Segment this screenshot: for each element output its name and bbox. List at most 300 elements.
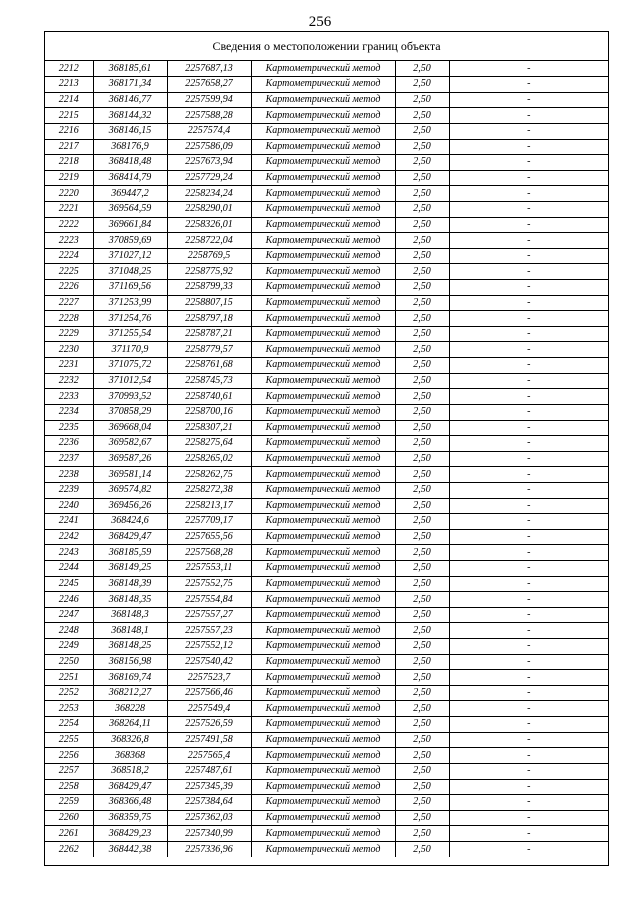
cell-y-coordinate: 2258307,21 bbox=[167, 420, 251, 436]
cell-method: Картометрический метод bbox=[251, 701, 395, 717]
table-row bbox=[45, 545, 608, 561]
table-row bbox=[45, 748, 608, 764]
cell-accuracy: 2,50 bbox=[395, 280, 449, 296]
cell-point-number: 2229 bbox=[45, 326, 93, 342]
cell-description: - bbox=[449, 748, 608, 764]
cell-y-coordinate: 2257336,96 bbox=[167, 841, 251, 857]
cell-point-number: 2243 bbox=[45, 545, 93, 561]
cell-y-coordinate: 2257553,11 bbox=[167, 561, 251, 577]
cell-description: - bbox=[449, 326, 608, 342]
cell-method: Картометрический метод bbox=[251, 217, 395, 233]
cell-method: Картометрический метод bbox=[251, 639, 395, 655]
table-row bbox=[45, 77, 608, 93]
cell-x-coordinate: 371048,25 bbox=[93, 264, 167, 280]
cell-point-number: 2260 bbox=[45, 810, 93, 826]
cell-accuracy: 2,50 bbox=[395, 389, 449, 405]
cell-accuracy: 2,50 bbox=[395, 514, 449, 530]
cell-accuracy: 2,50 bbox=[395, 654, 449, 670]
cell-point-number: 2247 bbox=[45, 607, 93, 623]
cell-y-coordinate: 2258797,18 bbox=[167, 311, 251, 327]
cell-y-coordinate: 2258761,68 bbox=[167, 358, 251, 374]
cell-description: - bbox=[449, 639, 608, 655]
cell-description: - bbox=[449, 779, 608, 795]
cell-x-coordinate: 368176,9 bbox=[93, 139, 167, 155]
cell-method: Картометрический метод bbox=[251, 123, 395, 139]
cell-description: - bbox=[449, 139, 608, 155]
cell-x-coordinate: 368359,75 bbox=[93, 810, 167, 826]
cell-y-coordinate: 2258769,5 bbox=[167, 248, 251, 264]
cell-method: Картометрический метод bbox=[251, 358, 395, 374]
cell-description: - bbox=[449, 123, 608, 139]
cell-method: Картометрический метод bbox=[251, 389, 395, 405]
cell-accuracy: 2,50 bbox=[395, 498, 449, 514]
section-title: Сведения о местоположении границ объекта bbox=[45, 32, 608, 61]
table-row bbox=[45, 701, 608, 717]
cell-x-coordinate: 368326,8 bbox=[93, 732, 167, 748]
cell-description: - bbox=[449, 623, 608, 639]
table-row bbox=[45, 607, 608, 623]
cell-description: - bbox=[449, 170, 608, 186]
cell-description: - bbox=[449, 311, 608, 327]
cell-y-coordinate: 2257526,59 bbox=[167, 717, 251, 733]
cell-x-coordinate: 368156,98 bbox=[93, 654, 167, 670]
cell-y-coordinate: 2258700,16 bbox=[167, 404, 251, 420]
cell-point-number: 2238 bbox=[45, 467, 93, 483]
boundary-table-frame bbox=[44, 31, 609, 866]
table-row bbox=[45, 404, 608, 420]
cell-description: - bbox=[449, 763, 608, 779]
cell-accuracy: 2,50 bbox=[395, 748, 449, 764]
cell-description: - bbox=[449, 498, 608, 514]
table-row bbox=[45, 576, 608, 592]
table-row bbox=[45, 342, 608, 358]
table-row bbox=[45, 358, 608, 374]
cell-description: - bbox=[449, 389, 608, 405]
table-row bbox=[45, 186, 608, 202]
cell-method: Картометрический метод bbox=[251, 264, 395, 280]
cell-x-coordinate: 369574,82 bbox=[93, 482, 167, 498]
cell-method: Картометрический метод bbox=[251, 826, 395, 842]
cell-x-coordinate: 369587,26 bbox=[93, 451, 167, 467]
table-row bbox=[45, 685, 608, 701]
cell-description: - bbox=[449, 732, 608, 748]
cell-method: Картометрический метод bbox=[251, 841, 395, 857]
cell-y-coordinate: 2258779,57 bbox=[167, 342, 251, 358]
cell-point-number: 2242 bbox=[45, 529, 93, 545]
cell-accuracy: 2,50 bbox=[395, 623, 449, 639]
cell-x-coordinate: 368366,48 bbox=[93, 795, 167, 811]
cell-method: Картометрический метод bbox=[251, 685, 395, 701]
cell-point-number: 2232 bbox=[45, 373, 93, 389]
cell-x-coordinate: 368429,23 bbox=[93, 826, 167, 842]
cell-method: Картометрический метод bbox=[251, 623, 395, 639]
cell-method: Картометрический метод bbox=[251, 561, 395, 577]
cell-description: - bbox=[449, 482, 608, 498]
cell-point-number: 2244 bbox=[45, 561, 93, 577]
cell-point-number: 2225 bbox=[45, 264, 93, 280]
table-row bbox=[45, 810, 608, 826]
cell-y-coordinate: 2258290,01 bbox=[167, 201, 251, 217]
cell-x-coordinate: 368518,2 bbox=[93, 763, 167, 779]
cell-method: Картометрический метод bbox=[251, 498, 395, 514]
cell-description: - bbox=[449, 467, 608, 483]
cell-accuracy: 2,50 bbox=[395, 670, 449, 686]
cell-method: Картометрический метод bbox=[251, 77, 395, 93]
cell-y-coordinate: 2257523,7 bbox=[167, 670, 251, 686]
cell-x-coordinate: 371075,72 bbox=[93, 358, 167, 374]
cell-accuracy: 2,50 bbox=[395, 326, 449, 342]
cell-accuracy: 2,50 bbox=[395, 529, 449, 545]
cell-accuracy: 2,50 bbox=[395, 701, 449, 717]
cell-y-coordinate: 2257491,58 bbox=[167, 732, 251, 748]
cell-x-coordinate: 370858,29 bbox=[93, 404, 167, 420]
cell-point-number: 2216 bbox=[45, 123, 93, 139]
cell-method: Картометрический метод bbox=[251, 326, 395, 342]
table-row bbox=[45, 717, 608, 733]
table-row bbox=[45, 248, 608, 264]
cell-method: Картометрический метод bbox=[251, 186, 395, 202]
cell-y-coordinate: 2257729,24 bbox=[167, 170, 251, 186]
cell-accuracy: 2,50 bbox=[395, 61, 449, 77]
cell-accuracy: 2,50 bbox=[395, 233, 449, 249]
cell-accuracy: 2,50 bbox=[395, 685, 449, 701]
table-row bbox=[45, 201, 608, 217]
cell-accuracy: 2,50 bbox=[395, 92, 449, 108]
cell-x-coordinate: 368169,74 bbox=[93, 670, 167, 686]
cell-description: - bbox=[449, 358, 608, 374]
cell-description: - bbox=[449, 826, 608, 842]
cell-point-number: 2249 bbox=[45, 639, 93, 655]
cell-description: - bbox=[527, 843, 531, 855]
cell-point-number: 2255 bbox=[45, 732, 93, 748]
cell-accuracy: 2,50 bbox=[395, 311, 449, 327]
cell-method: Картометрический метод bbox=[251, 155, 395, 171]
cell-method: Картометрический метод bbox=[251, 529, 395, 545]
cell-x-coordinate: 368148,39 bbox=[93, 576, 167, 592]
table-row bbox=[45, 639, 608, 655]
table-row bbox=[45, 482, 608, 498]
cell-accuracy: 2,50 bbox=[395, 248, 449, 264]
cell-accuracy: 2,50 bbox=[395, 717, 449, 733]
cell-description: - bbox=[449, 233, 608, 249]
cell-y-coordinate: 2257568,28 bbox=[167, 545, 251, 561]
cell-y-coordinate: 2257384,64 bbox=[167, 795, 251, 811]
cell-accuracy: 2,50 bbox=[395, 826, 449, 842]
cell-y-coordinate: 2258326,01 bbox=[167, 217, 251, 233]
cell-point-number: 2217 bbox=[45, 139, 93, 155]
cell-method: Картометрический метод bbox=[251, 607, 395, 623]
cell-description: - bbox=[449, 420, 608, 436]
cell-description: - bbox=[449, 436, 608, 452]
cell-method: Картометрический метод bbox=[251, 248, 395, 264]
cell-point-number: 2236 bbox=[45, 436, 93, 452]
table-row bbox=[45, 123, 608, 139]
cell-x-coordinate: 368144,32 bbox=[93, 108, 167, 124]
cell-x-coordinate: 368442,38 bbox=[93, 841, 167, 857]
cell-x-coordinate: 369447,2 bbox=[93, 186, 167, 202]
cell-y-coordinate: 2258265,02 bbox=[167, 451, 251, 467]
cell-description: - bbox=[449, 607, 608, 623]
cell-method: Картометрический метод bbox=[251, 170, 395, 186]
cell-description: - bbox=[449, 670, 608, 686]
cell-accuracy: 2,50 bbox=[395, 763, 449, 779]
cell-y-coordinate: 2257709,17 bbox=[167, 514, 251, 530]
table-row bbox=[45, 311, 608, 327]
cell-method: Картометрический метод bbox=[251, 139, 395, 155]
cell-y-coordinate: 2258722,04 bbox=[167, 233, 251, 249]
cell-x-coordinate: 368148,1 bbox=[93, 623, 167, 639]
boundary-points-table bbox=[45, 61, 608, 857]
cell-point-number: 2258 bbox=[45, 779, 93, 795]
cell-x-coordinate: 369564,59 bbox=[93, 201, 167, 217]
cell-description: - bbox=[449, 92, 608, 108]
cell-point-number: 2220 bbox=[45, 186, 93, 202]
table-row bbox=[45, 467, 608, 483]
cell-method: Картометрический метод bbox=[251, 295, 395, 311]
cell-x-coordinate: 370993,52 bbox=[93, 389, 167, 405]
cell-method: Картометрический метод bbox=[251, 280, 395, 296]
cell-point-number: 2221 bbox=[45, 201, 93, 217]
cell-description: - bbox=[449, 451, 608, 467]
cell-point-number: 2245 bbox=[45, 576, 93, 592]
cell-y-coordinate: 2257588,28 bbox=[167, 108, 251, 124]
cell-point-number: 2246 bbox=[45, 592, 93, 608]
cell-method: Картометрический метод bbox=[251, 795, 395, 811]
cell-point-number: 2256 bbox=[45, 748, 93, 764]
cell-x-coordinate: 368429,47 bbox=[93, 529, 167, 545]
cell-accuracy: 2,50 bbox=[395, 561, 449, 577]
cell-description: - bbox=[449, 654, 608, 670]
cell-x-coordinate: 371255,54 bbox=[93, 326, 167, 342]
cell-method: Картометрический метод bbox=[251, 451, 395, 467]
table-row bbox=[45, 389, 608, 405]
cell-point-number: 2261 bbox=[45, 826, 93, 842]
table-row bbox=[45, 779, 608, 795]
cell-description: - bbox=[449, 576, 608, 592]
cell-description: - bbox=[449, 592, 608, 608]
cell-accuracy: 2,50 bbox=[395, 77, 449, 93]
cell-description: - bbox=[449, 295, 608, 311]
cell-description: - bbox=[449, 404, 608, 420]
cell-x-coordinate: 368148,25 bbox=[93, 639, 167, 655]
cell-x-coordinate: 370859,69 bbox=[93, 233, 167, 249]
cell-y-coordinate: 2257599,94 bbox=[167, 92, 251, 108]
table-row bbox=[45, 451, 608, 467]
cell-y-coordinate: 2257340,99 bbox=[167, 826, 251, 842]
cell-description: - bbox=[449, 61, 608, 77]
cell-accuracy: 2,50 bbox=[395, 217, 449, 233]
cell-y-coordinate: 2258262,75 bbox=[167, 467, 251, 483]
cell-y-coordinate: 2257552,75 bbox=[167, 576, 251, 592]
cell-accuracy: 2,50 bbox=[395, 810, 449, 826]
cell-method: Картометрический метод bbox=[251, 654, 395, 670]
cell-x-coordinate: 369668,04 bbox=[93, 420, 167, 436]
cell-accuracy: 2,50 bbox=[395, 123, 449, 139]
cell-y-coordinate: 2258213,17 bbox=[167, 498, 251, 514]
cell-x-coordinate: 368146,77 bbox=[93, 92, 167, 108]
cell-accuracy: 2,50 bbox=[395, 139, 449, 155]
cell-method: Картометрический метод bbox=[251, 576, 395, 592]
cell-accuracy: 2,50 bbox=[395, 358, 449, 374]
table-row bbox=[45, 280, 608, 296]
cell-accuracy: 2,50 bbox=[395, 545, 449, 561]
cell-method: Картометрический метод bbox=[251, 436, 395, 452]
cell-y-coordinate: 2258745,73 bbox=[167, 373, 251, 389]
cell-accuracy: 2,50 bbox=[395, 732, 449, 748]
cell-method: Картометрический метод bbox=[251, 311, 395, 327]
cell-accuracy: 2,50 bbox=[395, 451, 449, 467]
cell-y-coordinate: 2257345,39 bbox=[167, 779, 251, 795]
cell-method: Картометрический метод bbox=[251, 670, 395, 686]
cell-method: Картометрический метод bbox=[251, 233, 395, 249]
cell-y-coordinate: 2257557,23 bbox=[167, 623, 251, 639]
table-row bbox=[45, 295, 608, 311]
cell-x-coordinate: 368429,47 bbox=[93, 779, 167, 795]
cell-x-coordinate: 371170,9 bbox=[93, 342, 167, 358]
cell-point-number: 2219 bbox=[45, 170, 93, 186]
cell-method: Картометрический метод bbox=[251, 92, 395, 108]
cell-accuracy: 2,50 bbox=[395, 170, 449, 186]
cell-x-coordinate: 371169,56 bbox=[93, 280, 167, 296]
cell-accuracy: 2,50 bbox=[395, 342, 449, 358]
cell-description: - bbox=[449, 685, 608, 701]
cell-y-coordinate: 2257554,84 bbox=[167, 592, 251, 608]
cell-method: Картометрический метод bbox=[251, 810, 395, 826]
cell-y-coordinate: 2258272,38 bbox=[167, 482, 251, 498]
table-row bbox=[45, 373, 608, 389]
cell-x-coordinate: 371254,76 bbox=[93, 311, 167, 327]
cell-point-number: 2226 bbox=[45, 280, 93, 296]
cell-method: Картометрический метод bbox=[251, 108, 395, 124]
cell-y-coordinate: 2257687,13 bbox=[167, 61, 251, 77]
cell-x-coordinate: 371253,99 bbox=[93, 295, 167, 311]
cell-method: Картометрический метод bbox=[251, 342, 395, 358]
table-row bbox=[45, 514, 608, 530]
cell-y-coordinate: 2257566,46 bbox=[167, 685, 251, 701]
cell-description: - bbox=[449, 217, 608, 233]
table-row bbox=[45, 841, 608, 857]
cell-description: - bbox=[449, 810, 608, 826]
cell-accuracy: 2,50 bbox=[395, 841, 449, 857]
table-row bbox=[45, 61, 608, 77]
cell-x-coordinate: 369661,84 bbox=[93, 217, 167, 233]
cell-accuracy: 2,50 bbox=[395, 576, 449, 592]
cell-accuracy: 2,50 bbox=[395, 779, 449, 795]
cell-description: - bbox=[449, 248, 608, 264]
cell-accuracy: 2,50 bbox=[395, 592, 449, 608]
cell-point-number: 2257 bbox=[45, 763, 93, 779]
cell-accuracy: 2,50 bbox=[395, 795, 449, 811]
cell-method: Картометрический метод bbox=[251, 779, 395, 795]
cell-x-coordinate: 368414,79 bbox=[93, 170, 167, 186]
cell-point-number: 2241 bbox=[45, 514, 93, 530]
cell-point-number: 2215 bbox=[45, 108, 93, 124]
cell-point-number: 2227 bbox=[45, 295, 93, 311]
cell-point-number: 2250 bbox=[45, 654, 93, 670]
cell-x-coordinate: 368148,35 bbox=[93, 592, 167, 608]
table-row bbox=[45, 155, 608, 171]
cell-point-number: 2233 bbox=[45, 389, 93, 405]
cell-point-number: 2239 bbox=[45, 482, 93, 498]
cell-point-number: 2240 bbox=[45, 498, 93, 514]
table-row bbox=[45, 654, 608, 670]
cell-x-coordinate: 368171,34 bbox=[93, 77, 167, 93]
cell-description: - bbox=[449, 561, 608, 577]
cell-y-coordinate: 2257658,27 bbox=[167, 77, 251, 93]
cell-description: - bbox=[449, 514, 608, 530]
cell-x-coordinate: 371027,12 bbox=[93, 248, 167, 264]
cell-x-coordinate: 369581,14 bbox=[93, 467, 167, 483]
cell-point-number: 2231 bbox=[45, 358, 93, 374]
cell-description: - bbox=[449, 529, 608, 545]
cell-accuracy: 2,50 bbox=[395, 436, 449, 452]
table-row bbox=[45, 732, 608, 748]
cell-point-number: 2252 bbox=[45, 685, 93, 701]
cell-description: - bbox=[449, 155, 608, 171]
cell-point-number: 2230 bbox=[45, 342, 93, 358]
table-row bbox=[45, 795, 608, 811]
cell-y-coordinate: 2257540,42 bbox=[167, 654, 251, 670]
cell-description: - bbox=[449, 373, 608, 389]
cell-point-number: 2218 bbox=[45, 155, 93, 171]
cell-y-coordinate: 2258775,92 bbox=[167, 264, 251, 280]
cell-accuracy: 2,50 bbox=[395, 607, 449, 623]
table-row bbox=[45, 498, 608, 514]
cell-y-coordinate: 2257586,09 bbox=[167, 139, 251, 155]
cell-y-coordinate: 2257487,61 bbox=[167, 763, 251, 779]
cell-method: Картометрический метод bbox=[251, 717, 395, 733]
table-row bbox=[45, 326, 608, 342]
cell-y-coordinate: 2257557,27 bbox=[167, 607, 251, 623]
cell-description: - bbox=[449, 545, 608, 561]
cell-method: Картометрический метод bbox=[251, 420, 395, 436]
cell-y-coordinate: 2257574,4 bbox=[167, 123, 251, 139]
cell-y-coordinate: 2257549,4 bbox=[167, 701, 251, 717]
cell-x-coordinate: 368424,6 bbox=[93, 514, 167, 530]
cell-x-coordinate: 368185,61 bbox=[93, 61, 167, 77]
cell-point-number: 2254 bbox=[45, 717, 93, 733]
cell-point-number: 2234 bbox=[45, 404, 93, 420]
cell-point-number: 2214 bbox=[45, 92, 93, 108]
cell-point-number: 2223 bbox=[45, 233, 93, 249]
cell-method: Картометрический метод bbox=[251, 763, 395, 779]
cell-description: - bbox=[449, 108, 608, 124]
cell-point-number: 2222 bbox=[45, 217, 93, 233]
cell-x-coordinate: 368149,25 bbox=[93, 561, 167, 577]
cell-description: - bbox=[449, 201, 608, 217]
cell-accuracy: 2,50 bbox=[395, 420, 449, 436]
cell-method: Картометрический метод bbox=[251, 592, 395, 608]
cell-method: Картометрический метод bbox=[251, 514, 395, 530]
cell-point-number: 2237 bbox=[45, 451, 93, 467]
table-row bbox=[45, 826, 608, 842]
cell-y-coordinate: 2257362,03 bbox=[167, 810, 251, 826]
table-row bbox=[45, 92, 608, 108]
cell-x-coordinate: 368418,48 bbox=[93, 155, 167, 171]
cell-accuracy: 2,50 bbox=[395, 467, 449, 483]
cell-point-number: 2262 bbox=[45, 841, 93, 857]
cell-accuracy: 2,50 bbox=[395, 295, 449, 311]
table-row bbox=[45, 108, 608, 124]
cell-description: - bbox=[449, 795, 608, 811]
cell-point-number: 2212 bbox=[45, 61, 93, 77]
cell-x-coordinate: 368146,15 bbox=[93, 123, 167, 139]
table-body bbox=[45, 61, 608, 857]
cell-y-coordinate: 2257655,56 bbox=[167, 529, 251, 545]
cell-point-number: 2235 bbox=[45, 420, 93, 436]
cell-y-coordinate: 2258799,33 bbox=[167, 280, 251, 296]
table-row bbox=[45, 170, 608, 186]
